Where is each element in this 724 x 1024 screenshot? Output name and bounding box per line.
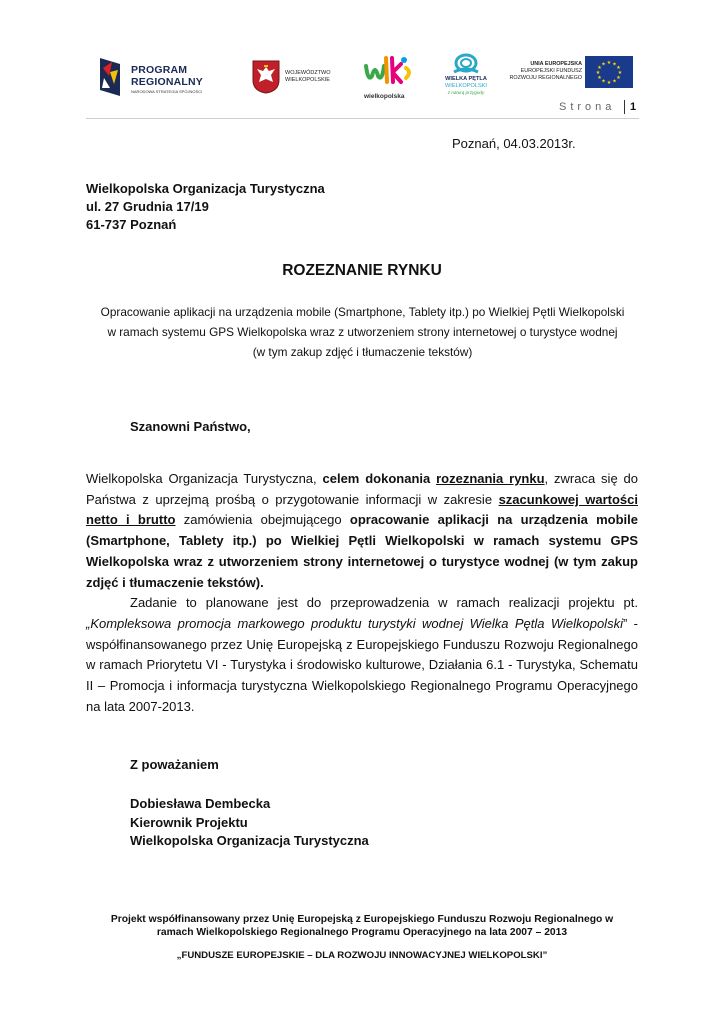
program-regionalny-logo xyxy=(100,58,225,96)
bold-underlined-text: rozeznania rynku xyxy=(436,471,545,486)
wielkopolska-logo-text: wielkopolska xyxy=(364,93,405,100)
svg-text:★: ★ xyxy=(616,75,621,81)
eu-flag-icon xyxy=(585,56,633,88)
svg-text:★: ★ xyxy=(612,78,617,85)
program-flag-icon xyxy=(100,58,120,96)
program-logo-line1: PROGRAM xyxy=(131,64,188,76)
svg-text:★: ★ xyxy=(595,70,601,76)
petla-line1: WIELKA PĘTLA xyxy=(445,76,487,82)
letter-body xyxy=(86,469,638,717)
wojewodztwo-logo xyxy=(252,60,344,94)
salutation: Szanowni Państwo, xyxy=(130,419,251,434)
eu-logo xyxy=(510,56,632,88)
svg-text:★: ★ xyxy=(606,80,612,86)
subtitle-line: Opracowanie aplikacji na urządzenia mobile (Smartphone, Tablety itp.) po Wielkiej Pętli Wielkopolski xyxy=(100,305,625,319)
signature-block xyxy=(130,795,369,851)
italic-project-title: „Kompleksowa promocja markowego produktu turystyki wodnej Wielka Pętla Wielkopolski xyxy=(86,615,623,631)
svg-text:★: ★ xyxy=(606,60,612,66)
address-line-city: 61-737 Poznań xyxy=(86,217,177,232)
footer-cofinancing xyxy=(80,913,644,939)
paragraph-text: Zadanie to planowane jest do przeprowadzenia w ramach realizacji projektu pt. xyxy=(130,595,638,611)
document-subtitle xyxy=(80,302,645,362)
wojewodztwo-line2: WIELKOPOLSKIE xyxy=(285,77,330,83)
wielkopolska-logo xyxy=(360,52,415,102)
subtitle-line: (w tym zakup zdjęć i tłumaczenie tekstów) xyxy=(252,345,473,359)
footer-slogan: „FUNDUSZE EUROPEJSKIE – DLA ROZWOJU INNOWACYJNEJ WIELKOPOLSKI” xyxy=(176,950,548,961)
paragraph-text: zamówienia obejmującego xyxy=(175,512,350,528)
eu-line2: EUROPEJSKI FUNDUSZ xyxy=(520,68,582,74)
address-line-street: ul. 27 Grudnia 17/19 xyxy=(86,199,209,214)
bold-text: opracowanie aplikacji na urządzenia mobile (Smartphone, Tablety itp.) po Wielkiej Pętli Wielkopolski w ramach systemu GPS Wielkopolska wraz z utworzeniem strony internetowej o turystyce wodnej (w tym zakup zdjęć i tłumaczenie tekstów). xyxy=(86,512,638,590)
signature-name: Dobiesława Dembecka xyxy=(130,796,271,811)
svg-text:★: ★ xyxy=(612,61,617,68)
svg-text:★: ★ xyxy=(597,75,602,81)
bold-underlined-text: szacunkowej wartości netto i brutto xyxy=(86,491,639,528)
wielka-petla-logo xyxy=(440,52,492,98)
program-logo-line3: NARODOWA STRATEGIA SPÓJNOŚCI xyxy=(131,89,203,94)
signature-organization: Wielkopolska Organizacja Turystyczna xyxy=(130,833,369,848)
paragraph-text: ” - współfinansowanego przez Unię Europejską z Europejskiego Funduszu Rozwoju Regionalnego w ramach Priorytetu VI - Turystyka i środowisko kulturowe, Działania 6.1 - Turystyka, Schematu II – Promocja i informacja turystyczna Wielkopolskiego Regionalnego Programu Operacyjnego na lata 2007-2013. xyxy=(86,615,638,714)
document-title: ROZEZNANIE RYNKU xyxy=(282,262,442,279)
wielkopolska-mark-icon xyxy=(360,52,415,92)
subtitle-line: w ramach systemu GPS Wielkopolska wraz z utworzeniem strony internetowej o turystyce wodnej xyxy=(107,325,618,339)
svg-text:★: ★ xyxy=(597,65,602,71)
knot-loop-icon xyxy=(440,52,492,76)
page-separator xyxy=(624,100,625,114)
signature-role: Kierownik Projektu xyxy=(130,814,248,830)
letter-date: Poznań, 04.03.2013r. xyxy=(452,136,576,151)
paragraph-project xyxy=(86,593,638,717)
page-number: 1 xyxy=(630,101,637,113)
address-line-name: Wielkopolska Organizacja Turystyczna xyxy=(86,181,325,196)
closing-phrase: Z poważaniem xyxy=(130,757,219,772)
paragraph-text: Wielkopolska Organizacja Turystyczna, xyxy=(86,471,323,486)
eu-line1: UNIA EUROPEJSKA xyxy=(530,61,582,67)
paragraph-text: , zwraca się do Państwa z uprzejmą prośbą o przygotowanie informacji w zakresie xyxy=(86,471,638,507)
recipient-address xyxy=(86,180,325,234)
wojewodztwo-line1: WOJEWÓDZTWO xyxy=(285,70,331,76)
paragraph-request xyxy=(86,469,638,593)
footer-line: Projekt współfinansowany przez Unię Europejską z Europejskiego Funduszu Rozwoju Regionalnego w xyxy=(110,914,614,925)
petla-line3: z naturą przygody xyxy=(447,90,485,95)
eu-line3: ROZWOJU REGIONALNEGO xyxy=(509,75,582,81)
header-logos xyxy=(0,0,724,110)
header-divider xyxy=(86,118,639,119)
eagle-crest-icon xyxy=(252,60,280,94)
svg-text:★: ★ xyxy=(617,70,623,76)
bold-text: celem dokonania xyxy=(322,471,437,486)
program-logo-line2: REGIONALNY xyxy=(131,76,204,88)
petla-line2: WIELKOPOLSKI xyxy=(445,83,487,89)
page-label: Strona xyxy=(559,101,616,113)
svg-text:★: ★ xyxy=(616,65,621,71)
svg-text:★: ★ xyxy=(601,78,606,85)
svg-text:★: ★ xyxy=(601,61,606,68)
footer-line: ramach Wielkopolskiego Regionalnego Programu Operacyjnego na lata 2007 – 2013 xyxy=(156,927,568,938)
